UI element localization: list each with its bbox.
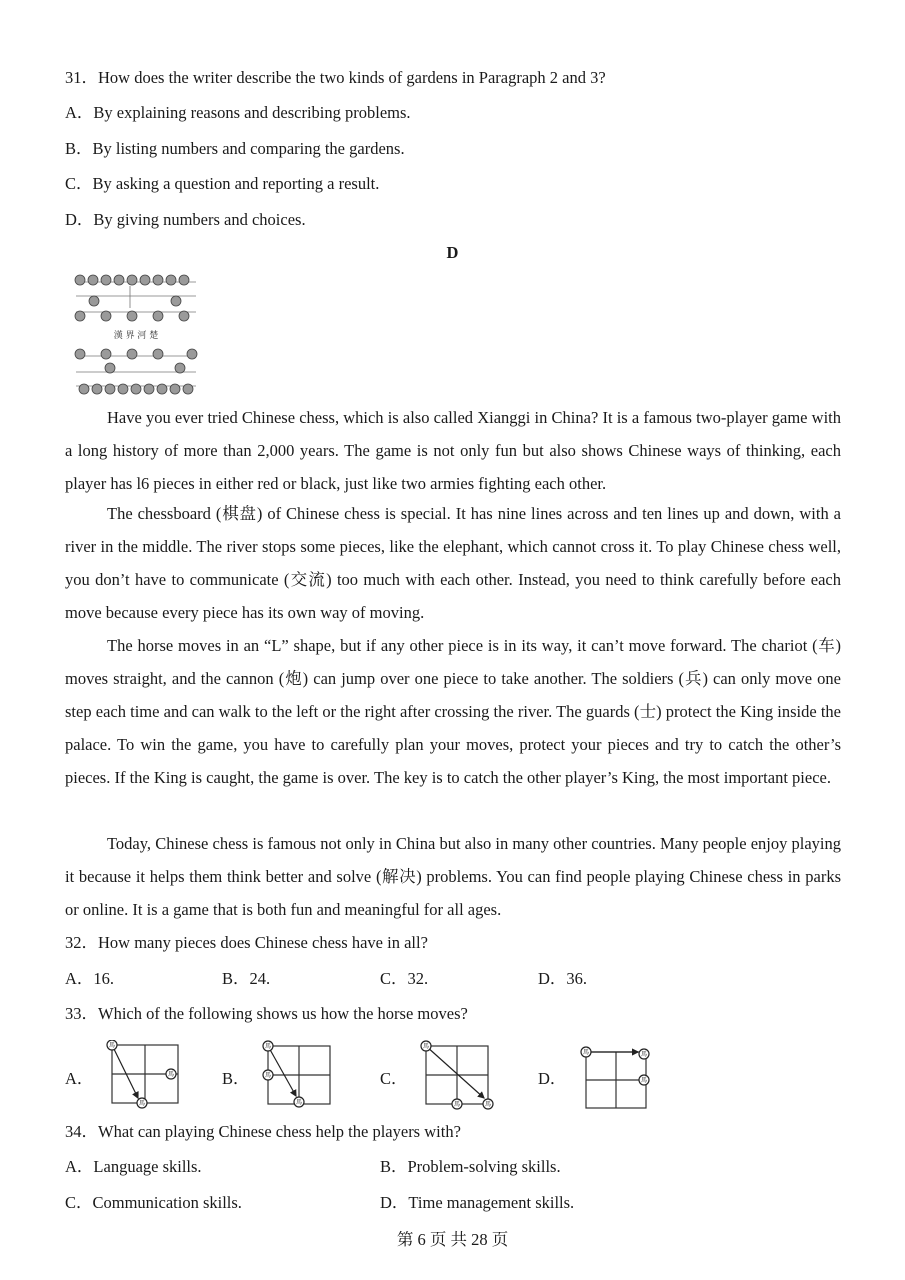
svg-text:馬: 馬: [264, 1043, 272, 1050]
svg-text:馬: 馬: [295, 1099, 303, 1106]
chessboard-image: [70, 268, 202, 400]
svg-text:馬: 馬: [640, 1051, 648, 1058]
q31-option-b: B．By listing numbers and comparing the gardens.: [65, 139, 405, 158]
q31-option-d: D．By giving numbers and choices.: [65, 210, 306, 229]
q31-stem: 31．How does the writer describe the two kinds of gardens in Paragraph 2 and 3?: [65, 68, 606, 87]
passage-paragraph-2: The chessboard (棋盘) of Chinese chess is special. It has nine lines across and ten lines up and down, with a river in the middle. The river stops some pieces, like the elephant, which cannot cross it. To play Chinese chess well, you don’t have to communicate (交流) too much with each other. Instead, you need to think carefully before each move because every piece has its own way of moving.: [65, 504, 841, 622]
section-title: D: [446, 243, 459, 262]
q32-option-a: A．16.: [65, 969, 115, 988]
passage-paragraph-1: Have you ever tried Chinese chess, which is also called Xianggi in China? It is a famous two-player game with a long history of more than 2,000 years. The game is not only fun but also shows Chinese ways of thinking, each player has l6 pieces in either red or black, just like two armies fighting each other.: [65, 408, 841, 493]
q33-diagram-c: [414, 1038, 496, 1112]
svg-text:馬: 馬: [453, 1101, 461, 1108]
svg-text:馬: 馬: [264, 1072, 272, 1079]
q32-option-b: B．24.: [222, 969, 271, 988]
passage-paragraph-3: The horse moves in an “L” shape, but if any other piece is in its way, it can’t move forward. The chariot (车) moves straight, and the cannon (炮) can jump over one piece to take another. The soldiers (兵) can only move one step each time and can walk to the left or the right after crossing the river. The guards (士) protect the King inside the palace. To win the game, you have to carefully plan your moves, protect your pieces and try to catch the other’s pieces. If the King is caught, the game is over. The key is to catch the other player’s King, the most important piece.: [65, 636, 841, 787]
q33-diagram-d: [578, 1042, 660, 1112]
svg-text:馬: 馬: [640, 1077, 648, 1084]
q34-option-d: D．Time management skills.: [380, 1193, 575, 1212]
q34-option-c: C．Communication skills.: [65, 1193, 242, 1212]
q34-option-a: A．Language skills.: [65, 1157, 202, 1176]
q33-label-b: B．: [222, 1069, 250, 1088]
q34-stem: 34．What can playing Chinese chess help the players with?: [65, 1122, 461, 1141]
passage-paragraph-4: Today, Chinese chess is famous not only in China but also in many other countries. Many people enjoy playing it because it helps them think better and solve (解决) problems. You can find people playing Chinese chess in parks or online. It is a game that is both fun and meaningful for all ages.: [65, 834, 841, 919]
q31-option-a: A．By explaining reasons and describing problems.: [65, 103, 411, 122]
q33-diagram-a: [104, 1040, 186, 1110]
svg-text:馬: 馬: [484, 1101, 492, 1108]
q33-diagram-b: [258, 1040, 338, 1110]
svg-text:馬: 馬: [582, 1049, 590, 1056]
q32-option-d: D．36.: [538, 969, 588, 988]
q32-stem: 32．How many pieces does Chinese chess have in all?: [65, 933, 428, 952]
svg-text:馬: 馬: [422, 1043, 430, 1050]
q33-label-d: D．: [538, 1069, 567, 1088]
q32-option-c: C．32.: [380, 969, 429, 988]
svg-text:馬: 馬: [108, 1042, 116, 1049]
river-caption: 漢 界 河 楚: [113, 331, 159, 341]
page-footer: 第 6 页 共 28 页: [396, 1230, 509, 1249]
svg-text:馬: 馬: [138, 1100, 146, 1107]
q33-label-a: A．: [65, 1069, 94, 1088]
q31-option-c: C．By asking a question and reporting a result.: [65, 174, 380, 193]
q34-option-b: B．Problem-solving skills.: [380, 1157, 561, 1176]
q33-stem: 33．Which of the following shows us how the horse moves?: [65, 1004, 468, 1023]
svg-text:馬: 馬: [167, 1071, 175, 1078]
q33-label-c: C．: [380, 1069, 408, 1088]
